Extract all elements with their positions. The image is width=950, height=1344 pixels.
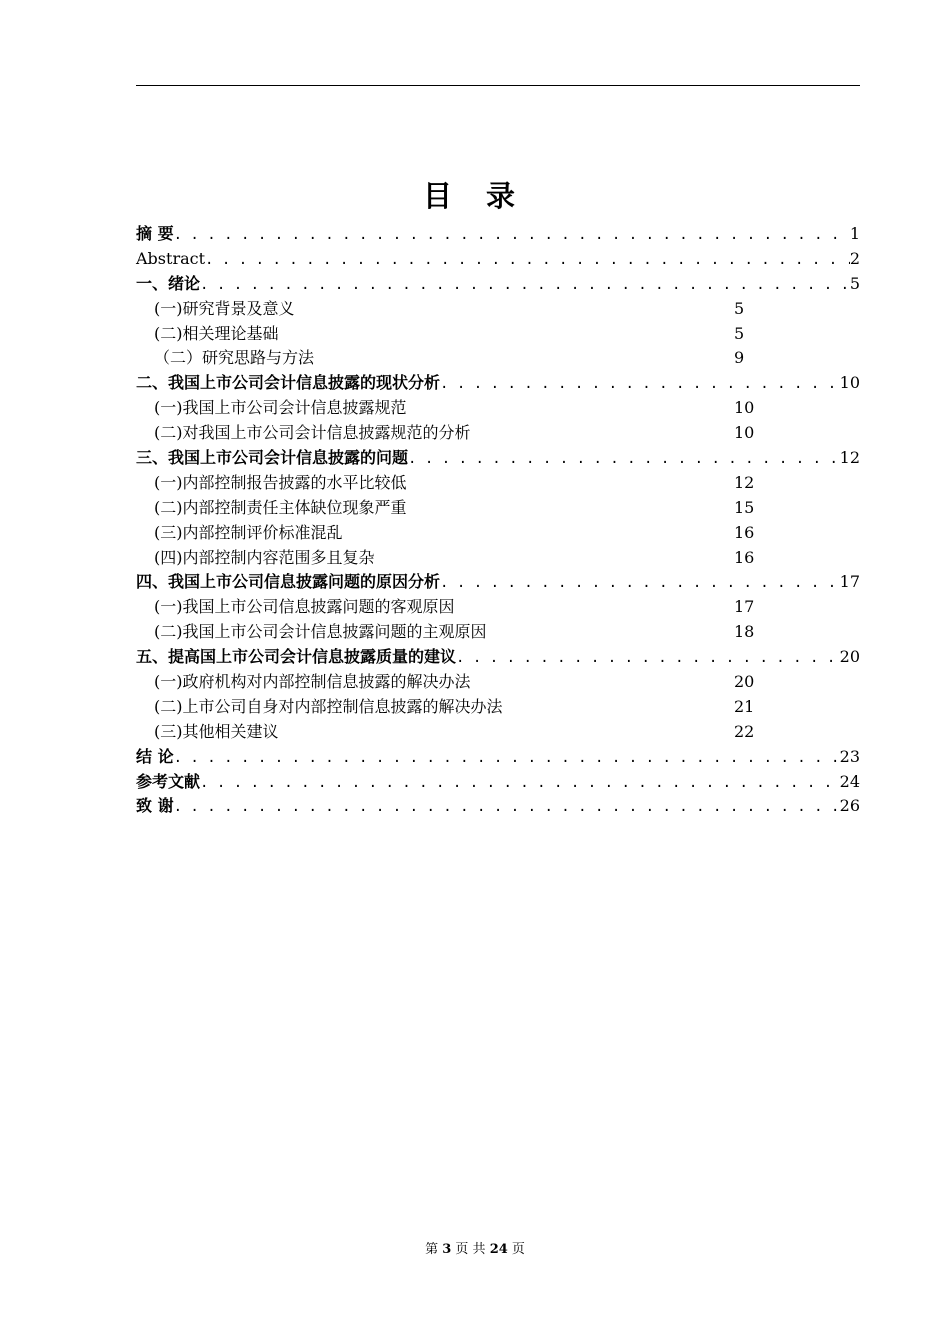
toc-leader-dots	[174, 746, 840, 771]
toc-entry-page: 1	[849, 224, 860, 243]
toc-entry-page: 16	[734, 522, 755, 542]
toc-entry-label: 一、绪论	[136, 273, 201, 293]
footer-prefix: 第	[425, 1242, 439, 1257]
toc-entry-page: 5	[734, 298, 745, 318]
toc-entry-main[interactable]	[136, 222, 860, 247]
toc-entry-label: (三)其他相关建议	[154, 721, 279, 741]
footer-middle: 页 共	[455, 1242, 486, 1257]
toc-entry-label: 结 论	[136, 746, 174, 766]
toc-entry-sub[interactable]	[136, 720, 860, 745]
toc-entry-main[interactable]	[136, 745, 860, 770]
toc-entry-page: 12	[839, 448, 860, 468]
toc-entry-page: 12	[734, 472, 755, 492]
toc-entry-page: 5	[734, 323, 745, 343]
toc-entry-page: 9	[734, 348, 745, 368]
toc-entry-label: (一)研究背景及意义	[154, 298, 295, 318]
toc-entry-page: 23	[839, 746, 860, 766]
toc-entry-label: (一)我国上市公司会计信息披露规范	[154, 398, 407, 418]
toc-entry-page: 16	[734, 547, 755, 567]
header-rule	[136, 85, 860, 86]
toc-entry-label: (三)内部控制评价标准混乱	[154, 522, 343, 542]
toc-entry-page: 17	[734, 597, 755, 617]
toc-entry-main[interactable]	[136, 272, 860, 297]
toc-entry-label: 参考文献	[136, 771, 201, 791]
toc-entry-sub[interactable]	[136, 496, 860, 521]
toc-leader-dots	[408, 447, 840, 472]
toc-entry-sub[interactable]	[136, 670, 860, 695]
toc-entry-main[interactable]	[136, 247, 860, 272]
toc-entry-label: （二）研究思路与方法	[154, 348, 315, 368]
toc-leader-dots	[174, 223, 850, 248]
toc-entry-label: 摘 要	[136, 224, 174, 243]
toc-leader-dots	[456, 646, 840, 671]
toc-entry-label: (一)我国上市公司信息披露问题的客观原因	[154, 597, 455, 617]
toc-entry-sub[interactable]	[136, 346, 860, 371]
toc-entry-page: 10	[734, 423, 755, 443]
toc-entry-label: (四)内部控制内容范围多且复杂	[154, 547, 375, 567]
toc-leader-dots	[174, 795, 840, 820]
toc-entry-label: (二)相关理论基础	[154, 323, 279, 343]
toc-leader-dots	[200, 771, 840, 796]
toc-entry-page: 2	[849, 248, 860, 268]
toc-entry-label: 二、我国上市公司会计信息披露的现状分析	[136, 373, 441, 393]
toc-entry-sub[interactable]	[136, 695, 860, 720]
toc-entry-sub[interactable]	[136, 620, 860, 645]
toc-entry-label: (二)我国上市公司会计信息披露问题的主观原因	[154, 622, 487, 642]
toc-entry-sub[interactable]	[136, 595, 860, 620]
toc-entry-page: 17	[839, 572, 860, 592]
toc-entry-sub[interactable]	[136, 421, 860, 446]
toc-entry-label: 五、提高国上市公司会计信息披露质量的建议	[136, 647, 457, 667]
toc-entry-label: (一)内部控制报告披露的水平比较低	[154, 472, 407, 492]
toc-entry-sub[interactable]	[136, 297, 860, 322]
toc-entry-page: 20	[734, 672, 755, 692]
toc-entry-page: 21	[734, 696, 755, 716]
toc-entry-page: 22	[734, 721, 755, 741]
toc-leader-dots	[205, 248, 850, 273]
toc-entry-main[interactable]	[136, 446, 860, 471]
toc-entry-sub[interactable]	[136, 521, 860, 546]
toc-entry-main[interactable]	[136, 770, 860, 795]
toc-entry-label: Abstract	[136, 248, 206, 268]
toc-entry-label: (二)内部控制责任主体缺位现象严重	[154, 497, 407, 517]
toc-entry-page: 10	[839, 373, 860, 393]
toc-entry-label: 三、我国上市公司会计信息披露的问题	[136, 448, 409, 468]
toc-entry-sub[interactable]	[136, 396, 860, 421]
toc-entry-page: 5	[849, 273, 860, 293]
table-of-contents	[136, 222, 860, 819]
toc-entry-page: 20	[839, 647, 860, 667]
toc-entry-sub[interactable]	[136, 546, 860, 571]
toc-entry-main[interactable]	[136, 794, 860, 819]
toc-entry-sub[interactable]	[136, 471, 860, 496]
toc-entry-sub[interactable]	[136, 322, 860, 347]
footer-current-page: 3	[442, 1242, 452, 1257]
toc-leader-dots	[440, 372, 840, 397]
page-title: 目 录	[422, 179, 528, 213]
toc-entry-page: 18	[734, 622, 755, 642]
toc-entry-page: 24	[839, 771, 860, 791]
footer-total-pages: 24	[489, 1242, 508, 1257]
toc-entry-main[interactable]	[136, 371, 860, 396]
toc-entry-page: 26	[839, 796, 860, 816]
toc-entry-main[interactable]	[136, 645, 860, 670]
toc-entry-page: 10	[734, 398, 755, 418]
toc-leader-dots	[440, 571, 840, 596]
toc-entry-label: (一)政府机构对内部控制信息披露的解决办法	[154, 672, 471, 692]
toc-entry-label: (二)上市公司自身对内部控制信息披露的解决办法	[154, 696, 503, 716]
toc-entry-page: 15	[734, 497, 755, 517]
toc-entry-label: (二)对我国上市公司会计信息披露规范的分析	[154, 423, 471, 443]
footer-suffix: 页	[511, 1242, 525, 1257]
toc-entry-main[interactable]	[136, 570, 860, 595]
toc-entry-label: 致 谢	[136, 796, 174, 816]
toc-leader-dots	[200, 273, 850, 298]
toc-entry-label: 四、我国上市公司信息披露问题的原因分析	[136, 572, 441, 592]
page-footer	[0, 1238, 950, 1257]
